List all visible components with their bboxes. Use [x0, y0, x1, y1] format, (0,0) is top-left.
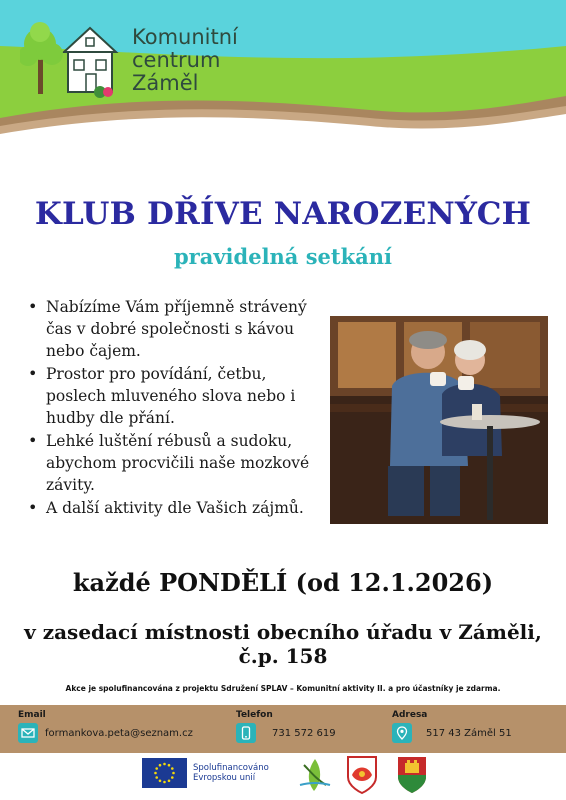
- logo-text: [132, 26, 238, 95]
- eu-text-line: Evropskou unií: [193, 773, 256, 783]
- list-item: • Lehké luštění rébusů a sudoku, abychom procvičili naše mozkové závity.: [22, 430, 324, 496]
- contact-phone: [236, 705, 376, 753]
- eu-text-line: Spolufinancováno: [193, 763, 269, 773]
- contact-address: [392, 705, 552, 753]
- page-subtitle: pravidelná setkání: [173, 244, 393, 269]
- contact-email: [18, 705, 228, 753]
- activity-list: [22, 296, 324, 520]
- header-banner: [0, 0, 566, 165]
- splav-logo-icon: [296, 755, 334, 795]
- footer-logos: [0, 753, 566, 800]
- list-item: • A další aktivity dle Vašich zájmů.: [22, 497, 324, 519]
- contact-label: Telefon: [236, 710, 273, 720]
- contact-label: Email: [18, 710, 46, 720]
- mail-icon: [18, 723, 38, 743]
- eu-funding-text: [193, 763, 269, 783]
- region-coat-of-arms-icon: [346, 755, 378, 795]
- contact-label: Adresa: [392, 710, 428, 720]
- contact-bar: [0, 705, 566, 753]
- page-title: KLUB DŘÍVE NAROZENÝCH: [34, 196, 532, 232]
- email-link[interactable]: formankova.peta@seznam.cz: [45, 728, 193, 739]
- address-text: 517 43 Záměl 51: [426, 728, 512, 739]
- seniors-photo: [330, 316, 548, 524]
- logo-line: centrum: [132, 48, 221, 72]
- location-text: [0, 620, 566, 668]
- phone-number[interactable]: 731 572 619: [272, 728, 336, 739]
- funding-note: Akce je spolufinancována z projektu Sdružení SPLAV – Komunitní aktivity II. a pro účastníky je zdarma.: [65, 684, 501, 693]
- list-item: • Nabízíme Vám příjemně strávený čas v dobré společnosti s kávou nebo čajem.: [22, 296, 324, 362]
- list-item: • Prostor pro povídání, četbu, poslech mluveného slova nebo i hudby dle přání.: [22, 363, 324, 429]
- logo-line: Komunitní: [132, 25, 238, 49]
- location-line: č.p. 158: [238, 644, 328, 668]
- logo-line: Záměl: [132, 71, 199, 95]
- phone-icon: [236, 723, 256, 743]
- municipality-coat-of-arms-icon: [396, 755, 428, 795]
- location-line: v zasedací místnosti obecního úřadu v Záměli,: [24, 620, 542, 644]
- location-pin-icon: [392, 723, 412, 743]
- tree-and-house-icon: [20, 14, 130, 100]
- schedule-text: každé PONDĚLÍ (od 12.1.2026): [72, 568, 494, 597]
- eu-flag-icon: [142, 758, 187, 788]
